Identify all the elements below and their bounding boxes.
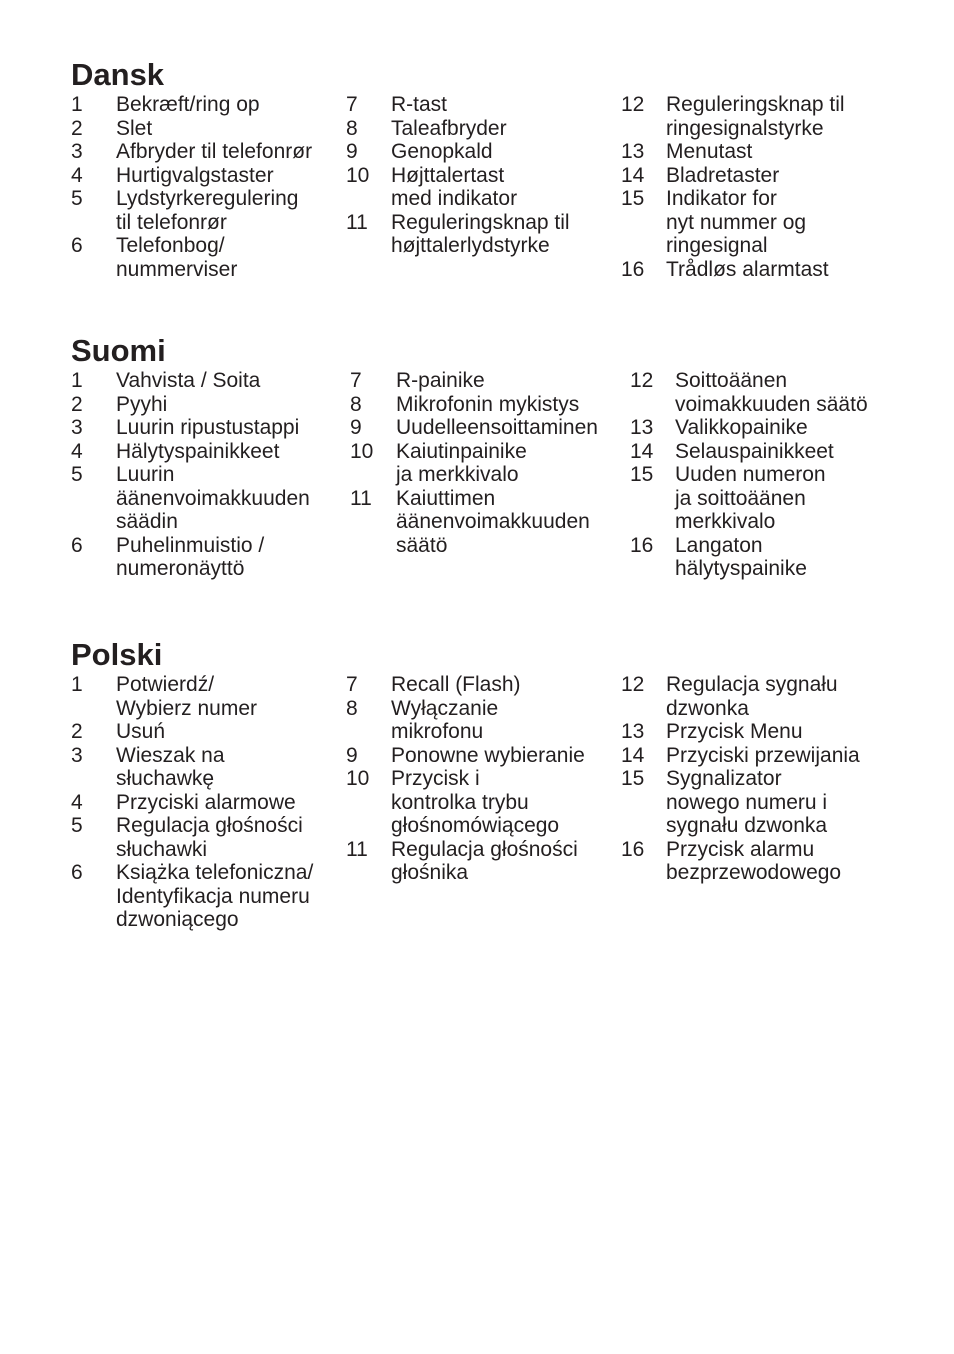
item-column: [621, 93, 845, 281]
item-number: 9: [346, 140, 358, 163]
item-label: Wyłączanie mikrofonu: [391, 696, 499, 743]
item-number: 6: [71, 533, 83, 557]
list-item: [630, 440, 868, 464]
list-item: [71, 93, 312, 117]
item-number: 16: [621, 837, 645, 861]
item-label: Przyciski przewijania: [666, 743, 860, 767]
list-item: [346, 697, 585, 744]
item-number: 3: [71, 140, 83, 163]
item-column: [630, 369, 868, 581]
item-number: 4: [71, 163, 83, 187]
item-label: Reguleringsknap til ringesignalstyrke: [666, 93, 845, 140]
item-column: [350, 369, 598, 557]
item-label: Uuden numeron ja soittoäänen merkkivalo: [675, 463, 826, 533]
item-label: Slet: [116, 116, 153, 140]
item-number: 9: [350, 416, 362, 439]
item-number: 4: [71, 439, 83, 463]
item-label: Pyyhi: [116, 392, 168, 416]
list-item: [346, 744, 585, 768]
item-label: Indikator for nyt nummer og ringesignal: [666, 187, 807, 257]
list-item: [346, 673, 585, 697]
section-heading: Dansk: [71, 57, 165, 92]
list-item: [346, 140, 570, 164]
list-item: [71, 673, 313, 720]
list-item: [71, 720, 313, 744]
item-number: 8: [346, 116, 358, 140]
list-item: [350, 369, 598, 393]
item-label: Reguleringsknap til højttalerlydstyrke: [391, 210, 570, 257]
list-item: [71, 117, 312, 141]
item-number: 12: [630, 369, 654, 392]
item-label: Genopkald: [391, 140, 493, 163]
item-number: 11: [346, 210, 368, 234]
item-label: Usuń: [116, 720, 166, 743]
item-column: [71, 673, 313, 932]
item-label: Taleafbryder: [391, 116, 507, 140]
item-label: Langaton hälytyspainike: [675, 533, 807, 580]
list-item: [346, 164, 570, 211]
item-number: 15: [621, 187, 645, 210]
item-label: Menutast: [666, 140, 753, 163]
item-column: [621, 673, 860, 885]
item-number: 16: [630, 533, 654, 557]
item-label: Wieszak na słuchawkę: [116, 743, 225, 790]
item-number: 14: [630, 439, 654, 463]
item-number: 2: [71, 116, 83, 140]
list-item: [346, 93, 570, 117]
list-item: [71, 140, 312, 164]
item-number: 12: [621, 93, 645, 116]
item-label: Hurtigvalgstaster: [116, 163, 274, 187]
list-item: [71, 187, 312, 234]
list-item: [346, 117, 570, 141]
list-item: [621, 767, 860, 838]
list-item: [350, 440, 598, 487]
item-number: 16: [621, 257, 645, 281]
item-number: 1: [71, 673, 83, 696]
item-number: 14: [621, 163, 645, 187]
item-label: Książka telefoniczna/ Identyfikacja numeru dzwoniącego: [116, 861, 314, 931]
item-label: Regulacja głośności słuchawki: [116, 814, 303, 861]
section-heading: Suomi: [71, 333, 166, 368]
list-item: [630, 369, 868, 416]
item-label: Lydstyrkeregulering til telefonrør: [116, 187, 299, 234]
item-number: 10: [350, 439, 374, 463]
list-item: [71, 744, 313, 791]
item-label: Luurin äänenvoimakkuuden säädin: [116, 463, 310, 533]
item-label: Recall (Flash): [391, 673, 521, 696]
item-column: [346, 673, 585, 885]
item-number: 9: [346, 743, 358, 767]
list-item: [350, 416, 598, 440]
item-number: 2: [71, 392, 83, 416]
item-number: 7: [346, 673, 358, 696]
list-item: [621, 187, 845, 258]
list-item: [350, 393, 598, 417]
list-item: [621, 720, 860, 744]
item-number: 3: [71, 416, 83, 439]
list-item: [630, 463, 868, 534]
list-item: [621, 258, 845, 282]
item-number: 14: [621, 743, 645, 767]
item-number: 12: [621, 673, 645, 696]
section-heading: Polski: [71, 637, 163, 672]
item-label: Kaiutinpainike ja merkkivalo: [396, 439, 527, 486]
item-label: Ponowne wybieranie: [391, 743, 585, 767]
list-item: [621, 93, 845, 140]
item-number: 11: [346, 837, 368, 861]
item-label: Przycisk Menu: [666, 720, 803, 743]
list-item: [621, 838, 860, 885]
list-item: [621, 140, 845, 164]
list-item: [71, 416, 310, 440]
item-label: Przyciski alarmowe: [116, 790, 296, 814]
item-number: 11: [350, 486, 372, 510]
item-label: Selauspainikkeet: [675, 439, 834, 463]
item-label: Bekræft/ring op: [116, 93, 260, 116]
item-number: 5: [71, 814, 83, 837]
item-label: Kaiuttimen äänenvoimakkuuden säätö: [396, 486, 590, 557]
list-item: [71, 440, 310, 464]
list-item: [71, 861, 313, 932]
list-item: [346, 838, 585, 885]
item-label: Soittoäänen voimakkuuden säätö: [675, 369, 868, 416]
item-label: Bladretaster: [666, 163, 780, 187]
list-item: [71, 164, 312, 188]
item-number: 3: [71, 743, 83, 767]
list-item: [621, 744, 860, 768]
item-number: 13: [621, 720, 645, 743]
list-item: [71, 234, 312, 281]
item-label: Højttalertast med indikator: [391, 163, 518, 210]
list-item: [71, 791, 313, 815]
item-label: Puhelinmuistio / numeronäyttö: [116, 533, 265, 580]
item-number: 15: [630, 463, 654, 486]
item-label: Mikrofonin mykistys: [396, 392, 580, 416]
item-number: 10: [346, 163, 370, 187]
item-label: Regulacja głośności głośnika: [391, 837, 578, 884]
item-number: 1: [71, 369, 83, 392]
item-label: Afbryder til telefonrør: [116, 140, 313, 163]
item-label: Valikkopainike: [675, 416, 808, 439]
list-item: [621, 164, 845, 188]
item-number: 7: [350, 369, 362, 392]
item-column: [71, 369, 310, 581]
list-item: [71, 534, 310, 581]
item-number: 6: [71, 861, 83, 884]
item-label: Telefonbog/ nummerviser: [116, 234, 238, 281]
item-label: Vahvista / Soita: [116, 369, 261, 392]
list-item: [346, 767, 585, 838]
item-label: R-tast: [391, 93, 448, 116]
item-number: 5: [71, 463, 83, 486]
item-label: Trådløs alarmtast: [666, 257, 829, 281]
list-item: [350, 487, 598, 558]
item-number: 6: [71, 234, 83, 257]
item-label: Uudelleensoittaminen: [396, 416, 598, 439]
item-label: R-painike: [396, 369, 485, 392]
list-item: [71, 393, 310, 417]
item-label: Potwierdź/ Wybierz numer: [116, 673, 258, 720]
item-label: Luurin ripustustappi: [116, 416, 300, 439]
list-item: [630, 534, 868, 581]
item-number: 8: [346, 696, 358, 720]
item-label: Sygnalizator nowego numeru i sygnału dzwonka: [666, 767, 828, 837]
item-column: [71, 93, 312, 281]
item-number: 8: [350, 392, 362, 416]
item-number: 10: [346, 767, 370, 790]
list-item: [71, 463, 310, 534]
item-label: Przycisk alarmu bezprzewodowego: [666, 837, 842, 884]
list-item: [630, 416, 868, 440]
item-number: 4: [71, 790, 83, 814]
item-number: 13: [630, 416, 654, 439]
list-item: [346, 211, 570, 258]
list-item: [621, 673, 860, 720]
item-label: Regulacja sygnału dzwonka: [666, 673, 838, 720]
list-item: [71, 369, 310, 393]
list-item: [71, 814, 313, 861]
item-number: 5: [71, 187, 83, 210]
item-number: 15: [621, 767, 645, 790]
item-number: 2: [71, 720, 83, 743]
item-label: Hälytyspainikkeet: [116, 439, 280, 463]
item-column: [346, 93, 570, 258]
item-number: 1: [71, 93, 83, 116]
item-number: 13: [621, 140, 645, 163]
item-number: 7: [346, 93, 358, 116]
item-label: Przycisk i kontrolka trybu głośnomówiącego: [391, 767, 560, 837]
